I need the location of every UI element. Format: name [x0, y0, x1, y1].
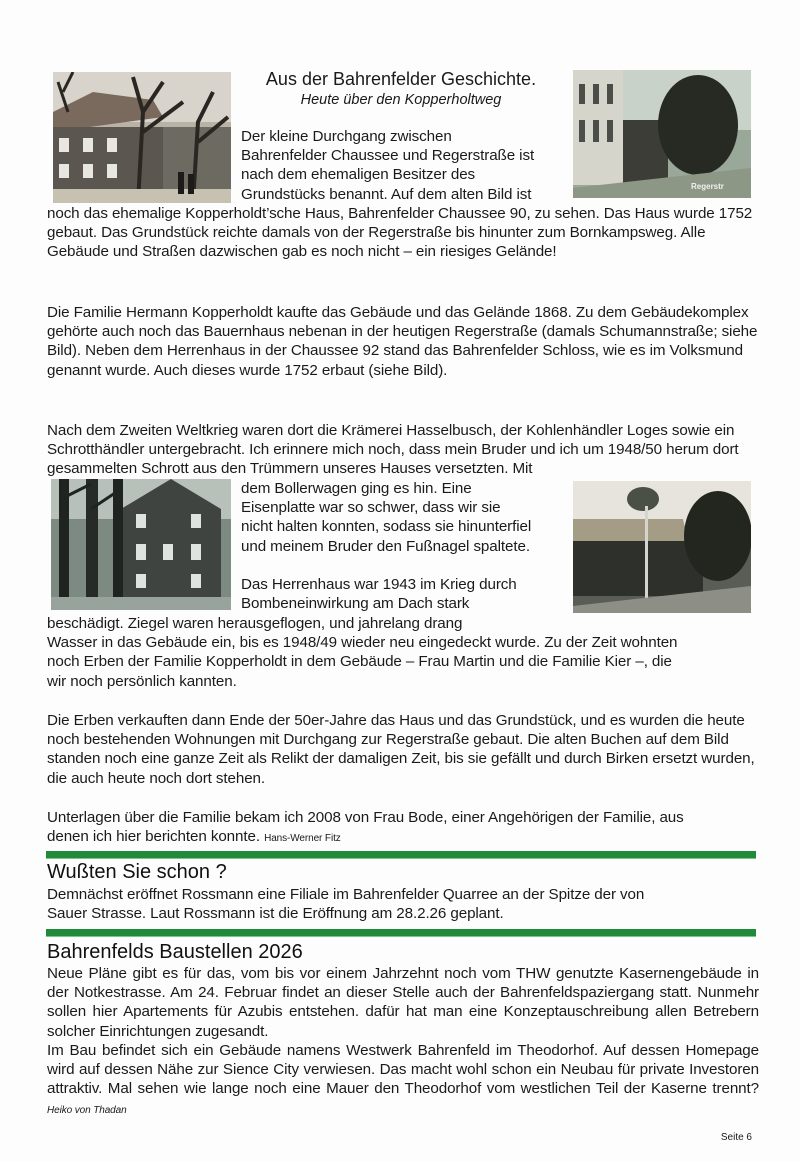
para4-line: Das Herrenhaus war 1943 im Krieg durch: [241, 576, 517, 593]
article-intro: [241, 127, 571, 204]
para3-line: dem Bollerwagen ging es hin. Eine: [241, 480, 472, 497]
article-intro-continued: noch das ehemalige Kopperholdt’sche Haus, Bahrenfelder Chaussee 90, zu sehen. Das Haus wurde 1752 gebaut. Das Grundstück reichte damals von der Regerstraße bis hinunter zum Bornkampsweg. Alle Gebäude und Straßen dazwischen gab es noch nicht – ein riesiges Gelände!: [47, 205, 753, 261]
article-paragraph-4-wrap: [241, 575, 571, 613]
construction-paragraph-1: Neue Pläne gibt es für das, vom bis vor einem Jahrzehnt noch vom THW genutzte Kasernengebäude in der Notkestrasse. Am 24. Februar findet an dieser Stelle auch der Bahrenfeldspaziergang statt. Nunmehr sollen hier Apartements für Azubis entstehen. dafür hat man eine Konzeptauschreibung allen Betrebern solcher Einrichtungen zugesandt.: [47, 965, 759, 1040]
news-heading: Wußten Sie schon ?: [47, 861, 227, 883]
article-paragraph-6: [47, 808, 767, 848]
para4-line: beschädigt. Ziegel waren herausgeflogen, und jahrelang drang: [47, 615, 463, 632]
section-divider: [46, 851, 756, 859]
para6-line: [47, 827, 767, 848]
photo-kopperholtweg: [573, 481, 751, 613]
news-text: [47, 885, 759, 923]
section-divider: [46, 929, 756, 937]
article-subtitle: Heute über den Kopperholtweg: [300, 92, 502, 108]
para6-line2: denen ich hier berichten konnte.: [47, 828, 260, 846]
construction-heading: Bahrenfelds Baustellen 2026: [47, 941, 303, 963]
news-line: Demnächst eröffnet Rossmann eine Filiale im Bahrenfelder Quarree an der Spitze der von: [47, 886, 645, 903]
article-title: Aus der Bahrenfelder Geschichte.: [265, 69, 537, 89]
article-paragraph-3-wrap: [241, 479, 571, 556]
para4-line: noch Erben der Familie Kopperholdt in dem Gebäude – Frau Martin und die Familie Kier –, die: [47, 653, 672, 671]
intro-line: nach dem ehemaligen Besitzer des: [241, 166, 476, 184]
para3-line: nicht halten konnten, sodass sie hinunterfiel: [241, 518, 532, 536]
photo-herrenhaus: [51, 479, 231, 610]
author-byline: Hans-Werner Fitz: [264, 833, 341, 845]
photo-regerstrasse: [573, 70, 751, 198]
para4-line: Bombeneinwirkung am Dach stark: [241, 595, 470, 613]
intro-line: Der kleine Durchgang zwischen: [241, 128, 452, 145]
construction-para2-text: Im Bau befindet sich ein Gebäude namens Westwerk Bahrenfeld im Theodorhof. Auf dessen Homepage wird auf dessen Nähe zur Sience City verwiesen. Das macht wohl schon ein Neubau für private Investoren attraktiv. Mal sehen wie lange noch eine Mauer den Theodorhof vom westlichen Teil der Kaserne trennt?: [47, 1042, 759, 1098]
page-number: Seite 6: [720, 1132, 752, 1143]
para3-line: und meinem Bruder den Fußnagel spaltete.: [241, 537, 530, 555]
intro-line: Grundstücks benannt. Auf dem alten Bild ist: [241, 185, 532, 203]
article-paragraph-5: Die Erben verkauften dann Ende der 50er-Jahre das Haus und das Grundstück, und es wurden die heute noch bestehenden Wohnungen mit Durchgang zur Regerstraße gebaut. Die alten Buchen auf dem Bild standen noch eine ganze Zeit als Relikt der damaligen Zeit, bis sie gefällt und durch Birken ersetzt wurden, die auch heute noch dort stehen.: [47, 712, 755, 787]
article-paragraph-3: Nach dem Zweiten Weltkrieg waren dort die Krämerei Hasselbusch, der Kohlenhändler Loges sowie ein Schrotthändler untergebracht. Ich erinnere mich noch, dass mein Bruder und ich um 1948/50 herum dort gesammelten Schrott aus den Trümmern unseres Hauses versetzten. Mit: [47, 422, 739, 478]
photo-caption-regerstr: Regerstr: [691, 182, 724, 191]
construction-paragraph-2: [47, 1041, 759, 1120]
para3-line: Eisenplatte war so schwer, dass wir sie: [241, 499, 501, 517]
news-line: Sauer Strasse. Laut Rossmann ist die Eröffnung am 28.2.26 geplant.: [47, 905, 504, 923]
intro-line: Bahrenfelder Chaussee und Regerstraße ist: [241, 147, 535, 165]
author-byline: Heiko von Thadan: [47, 1104, 127, 1116]
para6-line: Unterlagen über die Familie bekam ich 2008 von Frau Bode, einer Angehörigen der Familie, aus: [47, 809, 684, 826]
para4-line: Wasser in das Gebäude ein, bis es 1948/49 wieder neu eingedeckt wurde. Zu der Zeit wohnten: [47, 634, 678, 652]
article-paragraph-2: Die Familie Hermann Kopperholdt kaufte das Gebäude und das Gelände 1868. Zu dem Gebäudekomplex gehörte auch noch das Bauernhaus nebenan in der heutigen Regerstraße (damals Schumannstraße; siehe Bild). Neben dem Herrenhaus in der Chaussee 92 stand das Bahrenfelder Schloss, wie es im Volksmund genannt wurde. Auch dieses wurde 1752 erbaut (siehe Bild).: [47, 304, 758, 379]
para4-line: wir noch persönlich kannten.: [47, 672, 237, 690]
photo-kopperholdt-house: [53, 72, 231, 203]
article-paragraph-4: [47, 614, 759, 691]
